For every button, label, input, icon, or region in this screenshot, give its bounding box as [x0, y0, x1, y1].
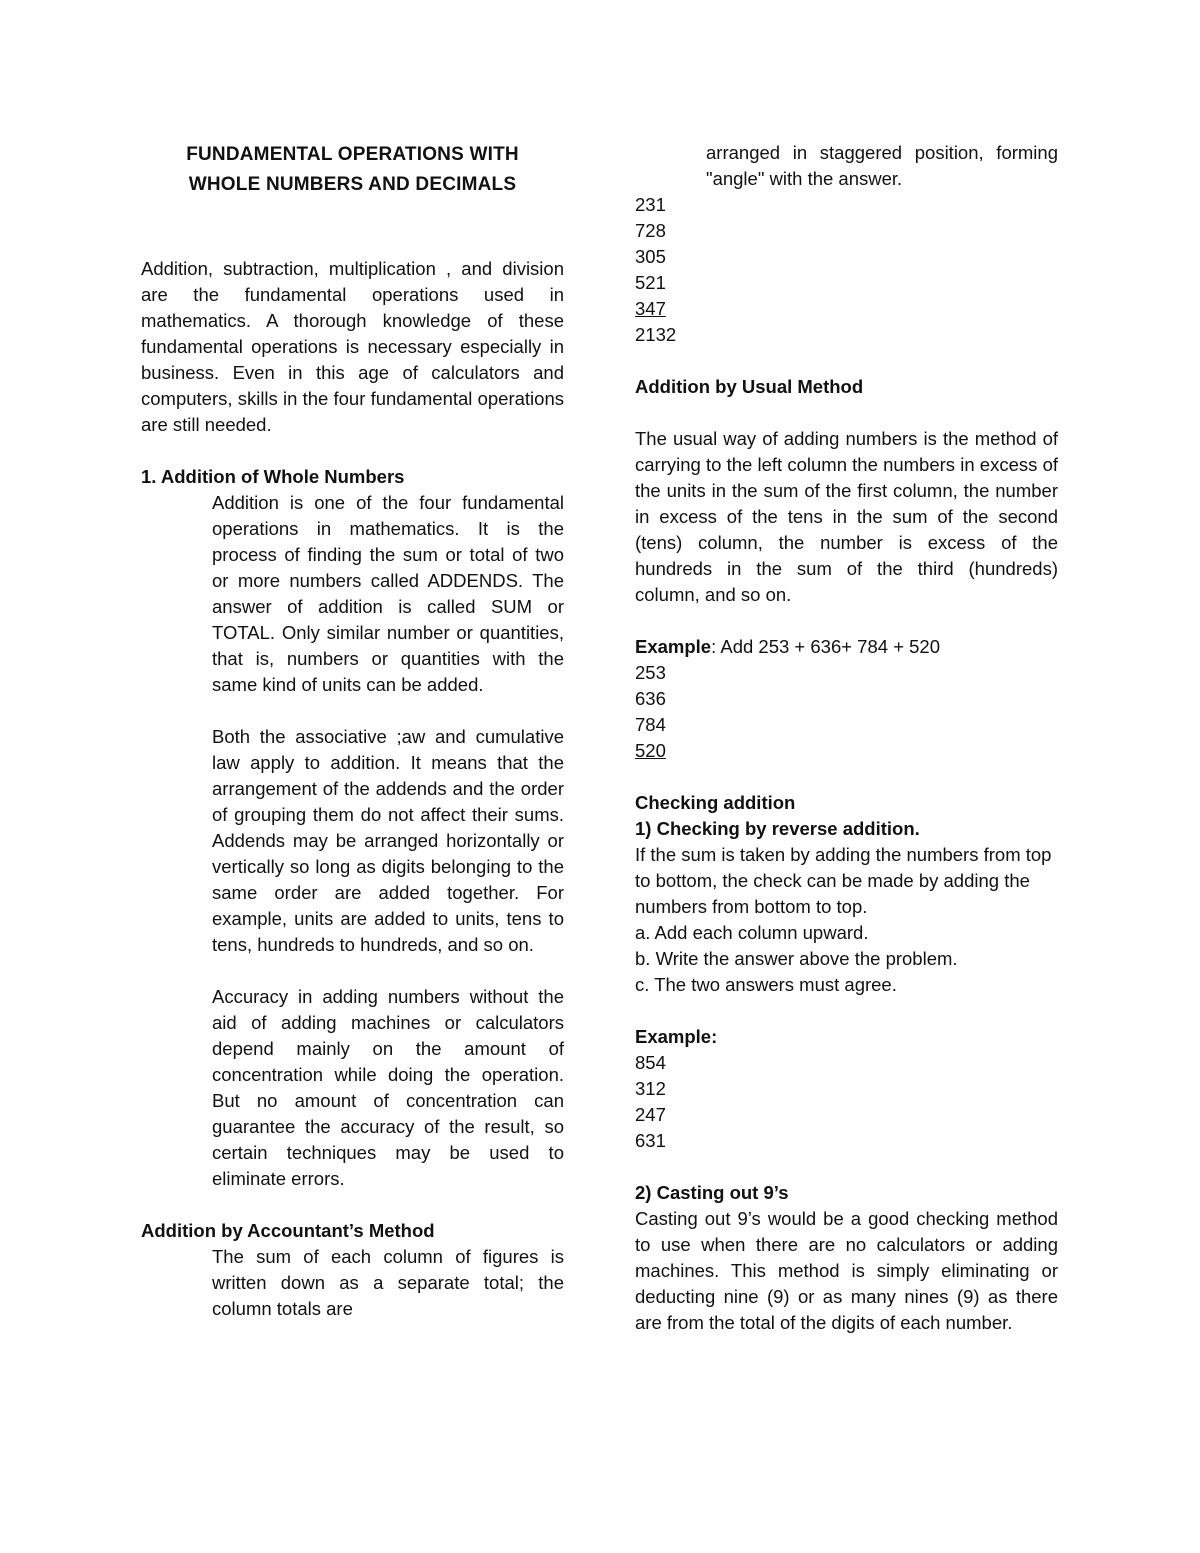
accountants-method-continued: arranged in staggered position, forming "angle" with the answer. — [706, 142, 1058, 189]
section-heading-checking-addition: Checking addition — [635, 792, 796, 813]
subheading-reverse-addition: 1) Checking by reverse addition. — [635, 818, 920, 839]
list-item-underlined: 347 — [635, 298, 666, 319]
casting-out-nines-paragraph: Casting out 9’s would be a good checking method to use when there are no calculators or adding machines. This method is simply eliminating or deducting nine (9) or as many nines (9) as there are from the total of the digits of each number. — [635, 1208, 1058, 1333]
accuracy-paragraph: Accuracy in adding numbers without the aid of adding machines or calculators depend mainly on the amount of concentration while doing the operation. But no amount of concentration can guarantee the accuracy of the result, so certain techniques may be used to eliminate errors. — [212, 986, 564, 1189]
list-item: 636 — [635, 688, 666, 709]
example-label: Example — [635, 636, 712, 657]
usual-method-paragraph: The usual way of adding numbers is the method of carrying to the left column the numbers in excess of the units in the sum of the first column, the number in excess of the tens in the sum of the second (tens) column, the number is excess of the hundreds in the sum of the third (hundreds) column, and so on. — [635, 428, 1058, 605]
subheading-casting-out-nines: 2) Casting out 9’s — [635, 1182, 789, 1203]
list-item: 631 — [635, 1130, 666, 1151]
step-item: c. The two answers must agree. — [635, 974, 897, 995]
list-item: 728 — [635, 220, 666, 241]
list-item-underlined: 520 — [635, 740, 666, 761]
intro-paragraph: Addition, subtraction, multiplication , and division are the fundamental operations used in mathematics. A thorough knowledge of these fundamental operations is necessary especially in business. Even in this age of calculators and computers, skills in the four fundamental operations are still needed. — [141, 258, 564, 435]
step-item: b. Write the answer above the problem. — [635, 948, 958, 969]
step-item: a. Add each column upward. — [635, 922, 869, 943]
document-title-line-1: FUNDAMENTAL OPERATIONS WITH — [186, 144, 519, 165]
accountants-example-list — [635, 192, 1058, 348]
example-line — [635, 634, 1058, 660]
accountants-method-paragraph: The sum of each column of figures is written down as a separate total; the column totals are — [212, 1246, 564, 1319]
section-heading-addition-whole-numbers: 1. Addition of Whole Numbers — [141, 466, 405, 487]
list-item: 312 — [635, 1078, 666, 1099]
left-column — [141, 140, 564, 1322]
example-2-label: Example: — [635, 1026, 718, 1047]
list-item: 247 — [635, 1104, 666, 1125]
list-item: 854 — [635, 1052, 666, 1073]
list-item: 231 — [635, 194, 666, 215]
section-heading-usual-method: Addition by Usual Method — [635, 376, 864, 397]
example-text: : Add 253 + 636+ 784 + 520 — [711, 636, 941, 657]
associative-law-paragraph: Both the associative ;aw and cumulative law apply to addition. It means that the arrangement of the addends and the order of grouping them do not affect their sums. Addends may be arranged horizontally or vertically so long as digits belonging to the same order are added together. For example, units are added to units, tens to tens, hundreds to hundreds, and so on. — [212, 726, 564, 955]
reverse-example-list — [635, 1050, 1058, 1154]
list-item: 305 — [635, 246, 666, 267]
reverse-addition-paragraph: If the sum is taken by adding the numbers from top to bottom, the check can be made by adding the numbers from bottom to top. — [635, 844, 1052, 917]
right-column — [635, 140, 1058, 1336]
document-title-line-2: WHOLE NUMBERS AND DECIMALS — [188, 174, 517, 195]
list-item: 253 — [635, 662, 666, 683]
list-item: 784 — [635, 714, 666, 735]
accountants-example-total: 2132 — [635, 324, 677, 345]
usual-example-list — [635, 660, 1058, 764]
addition-definition-paragraph: Addition is one of the four fundamental operations in mathematics. It is the process of finding the sum or total of two or more numbers called ADDENDS. The answer of addition is called SUM or TOTAL. Only similar number or quantities, that is, numbers or quantities with the same kind of units can be added. — [212, 492, 564, 695]
section-heading-accountants-method: Addition by Accountant’s Method — [141, 1220, 435, 1241]
list-item: 521 — [635, 272, 666, 293]
